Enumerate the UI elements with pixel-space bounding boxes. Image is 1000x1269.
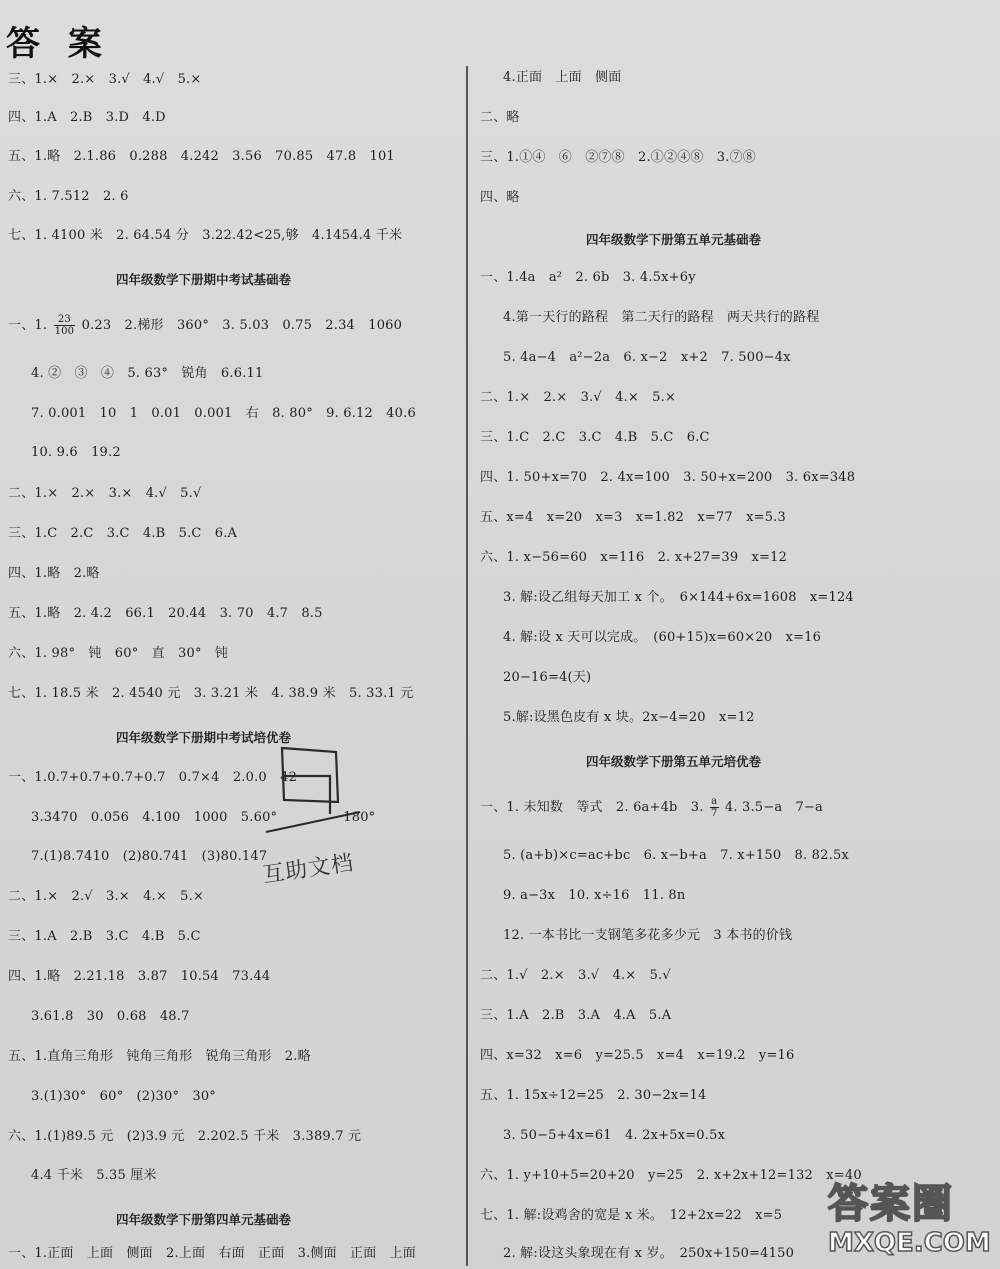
answer-line — [8, 314, 402, 337]
answer-line: 七、1. 18.5 米 2. 4540 元 3. 3.21 米 4. 38.9 米 5. 33.1 元 — [8, 686, 414, 701]
answer-line — [480, 796, 823, 819]
answer-line: 5. 4a−4 a²−2a 6. x−2 x+2 7. 500−4x — [503, 350, 791, 365]
answer-line: 9. a−3x 10. x÷16 11. 8n — [503, 888, 686, 903]
answer-line: 四、x=32 x=6 y=25.5 x=4 x=19.2 y=16 — [480, 1048, 795, 1063]
answer-line: 三、1.C 2.C 3.C 4.B 5.C 6.A — [8, 526, 238, 541]
answer-text: 一、1. 未知数 等式 2. 6a+4b 3. — [480, 800, 704, 815]
answer-line: 3.61.8 30 0.68 48.7 — [31, 1009, 190, 1024]
fraction-numerator: a — [711, 796, 718, 807]
answer-line: 五、1.直角三角形 钝角三角形 锐角三角形 2.略 — [8, 1049, 311, 1064]
answer-line: 5. (a+b)×c=ac+bc 6. x−b+a 7. x+150 8. 82.5x — [503, 848, 849, 863]
answer-line: 五、1.略 2. 4.2 66.1 20.44 3. 70 4.7 8.5 — [8, 606, 323, 621]
answer-line: 一、1.正面 上面 侧面 2.上面 右面 正面 3.侧面 正面 上面 — [8, 1246, 417, 1261]
answer-line: 三、1.C 2.C 3.C 4.B 5.C 6.C — [480, 430, 710, 445]
fraction — [54, 314, 76, 337]
fraction-denominator: 100 — [54, 326, 75, 337]
answer-line: 四、1.A 2.B 3.D 4.D — [8, 110, 166, 125]
column-divider — [466, 66, 468, 1266]
hand-sketch-figure — [260, 740, 370, 850]
section-heading-unit5-advanced: 四年级数学下册第五单元培优卷 — [586, 754, 762, 769]
answer-line: 二、1.× 2.× 3.× 4.√ 5.√ — [8, 486, 202, 501]
logo-wordmark: 答案圈 — [828, 1181, 954, 1227]
answer-line: 3.3470 0.056 4.100 1000 5.60° 180° — [31, 810, 376, 825]
answer-line: 四、略 — [480, 190, 520, 205]
answer-line: 三、1.A 2.B 3.C 4.B 5.C — [8, 929, 201, 944]
answer-line: 3. 50−5+4x=61 4. 2x+5x=0.5x — [503, 1128, 726, 1143]
logo-domain: MXQE.COM — [828, 1228, 991, 1258]
answer-line: 三、1.①④ ⑥ ②⑦⑧ 2.①②④⑧ 3.⑦⑧ — [480, 150, 757, 165]
section-heading-midterm-advanced: 四年级数学下册期中考试培优卷 — [116, 730, 292, 745]
answer-line: 三、1.A 2.B 3.A 4.A 5.A — [480, 1008, 672, 1023]
answer-line: 一、1.0.7+0.7+0.7+0.7 0.7×4 2.0.0 42 — [8, 770, 298, 785]
answer-line: 四、1.略 2.略 — [8, 566, 100, 581]
fraction — [710, 796, 719, 819]
answer-line: 五、1. 15x÷12=25 2. 30−2x=14 — [480, 1088, 707, 1103]
answer-line: 六、1.(1)89.5 元 (2)3.9 元 2.202.5 千米 3.389.7 元 — [8, 1129, 362, 1144]
answer-line: 六、1. 7.512 2. 6 — [8, 189, 129, 204]
answer-line: 二、1.× 2.√ 3.× 4.× 5.× — [8, 889, 205, 904]
section-heading-midterm-basic: 四年级数学下册期中考试基础卷 — [116, 272, 292, 287]
answer-line: 七、1. 解:设鸡舍的宽是 x 米。 12+2x=22 x=5 — [480, 1208, 783, 1223]
answer-line: 五、x=4 x=20 x=3 x=1.82 x=77 x=5.3 — [480, 510, 786, 525]
answer-line: 4.第一天行的路程 第二天行的路程 两天共行的路程 — [503, 310, 820, 325]
answer-line: 一、1.4a a² 2. 6b 3. 4.5x+6y — [480, 270, 696, 285]
answer-line: 四、1.略 2.21.18 3.87 10.54 73.44 — [8, 969, 271, 984]
answer-line: 二、略 — [480, 110, 520, 125]
answer-line: 二、1.√ 2.× 3.√ 4.× 5.√ — [480, 968, 671, 983]
page-title: 答 案 — [6, 24, 110, 64]
answer-line: 4. 解:设 x 天可以完成。 (60+15)x=60×20 x=16 — [503, 630, 822, 645]
answer-line: 12. 一本书比一支钢笔多花多少元 3 本书的价钱 — [503, 928, 793, 943]
answer-line: 4. ② ③ ④ 5. 63° 锐角 6.6.11 — [31, 366, 264, 381]
answer-line: 20−16=4(天) — [503, 670, 592, 685]
answer-line: 5.解:设黑色皮有 x 块。2x−4=20 x=12 — [503, 710, 755, 725]
answer-text: 0.23 2.梯形 360° 3. 5.03 0.75 2.34 1060 — [81, 318, 403, 333]
answer-line: 四、1. 50+x=70 2. 4x=100 3. 50+x=200 3. 6x=348 — [480, 470, 856, 485]
answer-line: 六、1. x−56=60 x=116 2. x+27=39 x=12 — [480, 550, 788, 565]
answer-line: 六、1. 98° 钝 60° 直 30° 钝 — [8, 646, 229, 661]
answer-line: 4.正面 上面 侧面 — [503, 70, 622, 85]
section-heading-unit4-basic: 四年级数学下册第四单元基础卷 — [116, 1212, 292, 1227]
answer-line: 4.4 千米 5.35 厘米 — [31, 1168, 157, 1183]
answer-line: 三、1.× 2.× 3.√ 4.√ 5.× — [8, 72, 202, 87]
answer-line: 7.(1)8.7410 (2)80.741 (3)80.147 — [31, 849, 268, 864]
section-heading-unit5-basic: 四年级数学下册第五单元基础卷 — [586, 232, 762, 247]
answer-text: 一、1. — [8, 318, 48, 333]
fraction-numerator: 23 — [54, 314, 76, 326]
answer-line: 3. 解:设乙组每天加工 x 个。 6×144+6x=1608 x=124 — [503, 590, 854, 605]
answer-line: 五、1.略 2.1.86 0.288 4.242 3.56 70.85 47.8 101 — [8, 149, 395, 164]
answer-line: 10. 9.6 19.2 — [31, 445, 121, 460]
fraction-denominator: 7 — [710, 808, 718, 819]
watermark-stamp: 互助文档 — [260, 850, 356, 889]
answer-line: 七、1. 4100 米 2. 64.54 分 3.22.42<25,够 4.1454.4 千米 — [8, 228, 403, 243]
answer-text: 4. 3.5−a 7−a — [724, 800, 824, 815]
answer-line: 六、1. y+10+5=20+20 y=25 2. x+2x+12=132 x=40 — [480, 1168, 862, 1183]
site-logo — [824, 1170, 994, 1266]
answer-line: 3.(1)30° 60° (2)30° 30° — [31, 1089, 217, 1104]
answer-line: 7. 0.001 10 1 0.01 0.001 右 8. 80° 9. 6.12 40.6 — [31, 406, 416, 421]
answer-line: 二、1.× 2.× 3.√ 4.× 5.× — [480, 390, 677, 405]
answer-line: 2. 解:设这头象现在有 x 岁。 250x+150=4150 — [503, 1246, 795, 1261]
